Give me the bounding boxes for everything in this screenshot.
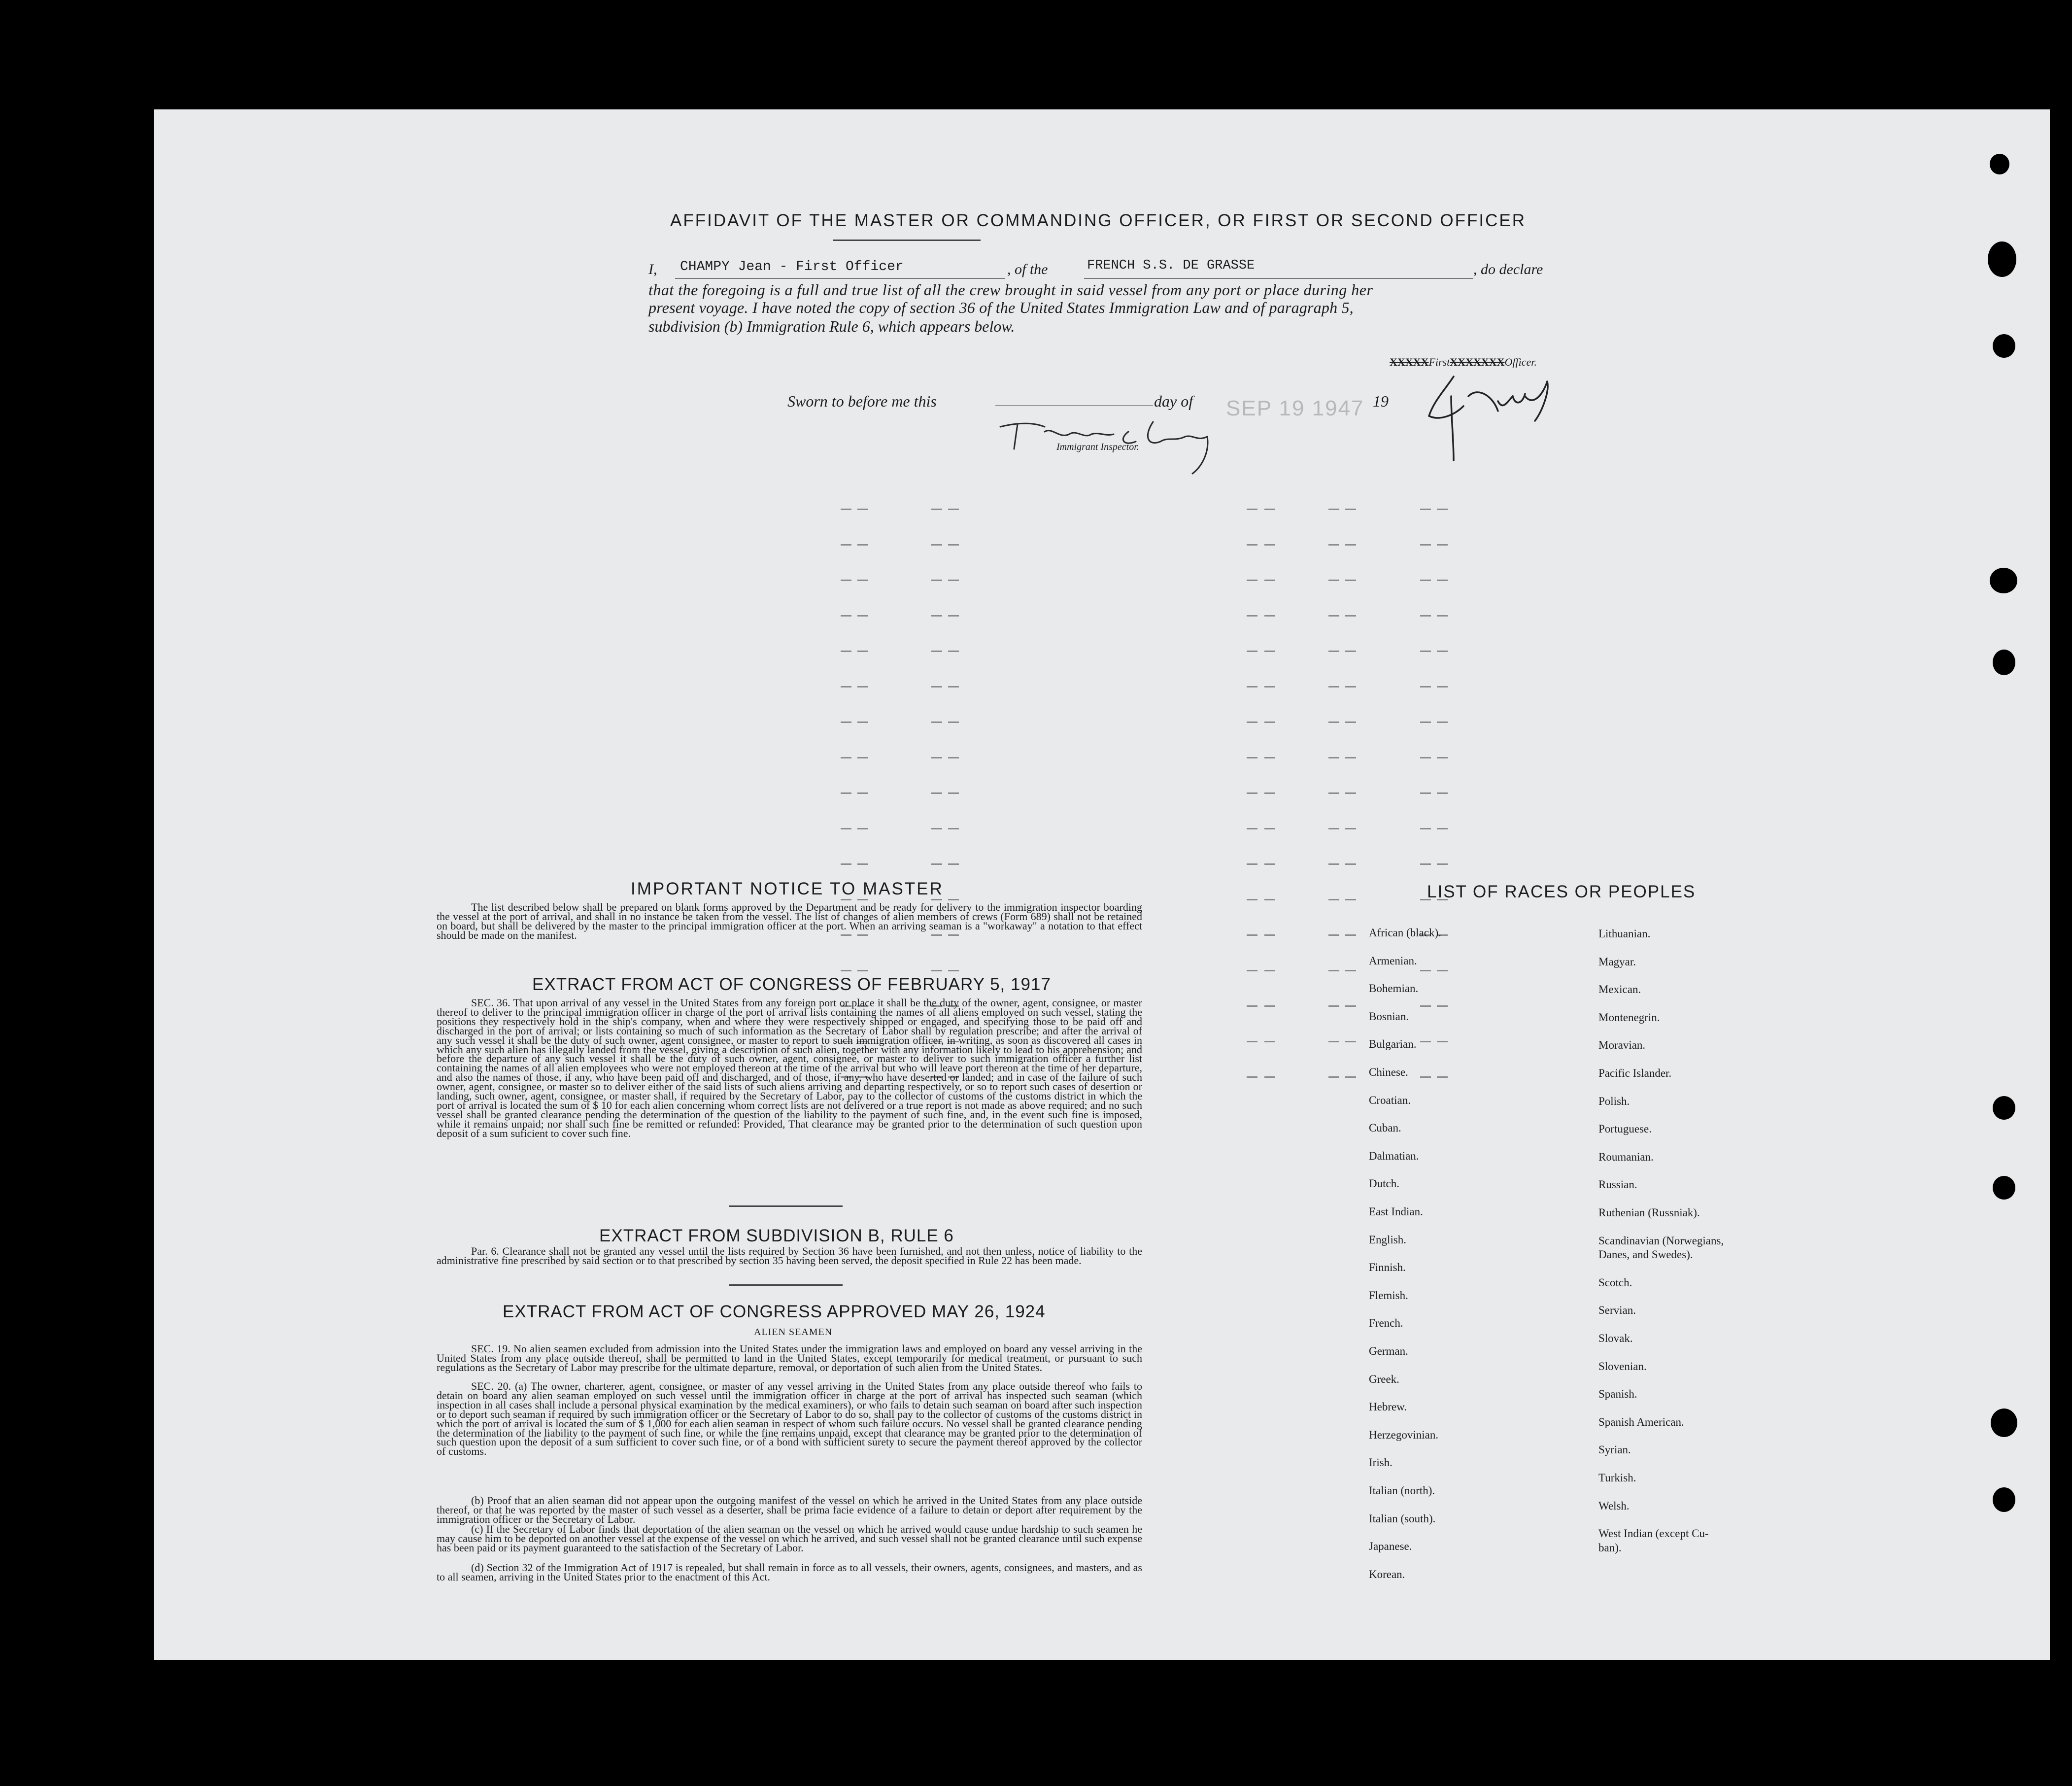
officer-name-field: CHAMPY Jean - First Officer <box>680 259 904 275</box>
race-item: Armenian. <box>1369 954 1417 967</box>
guide-dash <box>1328 792 1339 794</box>
extract-1917-title: EXTRACT FROM ACT OF CONGRESS OF FEBRUARY 5, 1917 <box>532 975 1051 994</box>
race-item: Lithuanian. <box>1598 927 1651 940</box>
guide-dash <box>857 863 868 865</box>
guide-dash <box>1264 792 1275 794</box>
guide-dash <box>1420 792 1431 794</box>
race-item: Slovak. <box>1598 1332 1633 1344</box>
guide-dash <box>1328 970 1339 971</box>
race-item: English. <box>1369 1233 1407 1246</box>
guide-dash <box>931 757 942 758</box>
guide-dash <box>1420 970 1431 971</box>
guide-dash <box>1264 1005 1275 1007</box>
guide-dash <box>1264 651 1275 652</box>
guide-dash <box>931 970 942 971</box>
race-item: Japanese. <box>1369 1540 1412 1553</box>
guide-dash <box>1328 580 1339 581</box>
guide-dash <box>857 757 868 758</box>
guide-dash <box>1345 863 1356 865</box>
alien-seamen-subtitle: ALIEN SEAMEN <box>754 1327 833 1338</box>
races-title: LIST OF RACES OR PEOPLES <box>1427 882 1696 901</box>
race-item: Finnish. <box>1369 1261 1406 1274</box>
race-item: French. <box>1369 1317 1403 1330</box>
guide-dash <box>1264 757 1275 758</box>
guide-dash <box>1328 509 1339 510</box>
guide-dash <box>1247 863 1257 865</box>
guide-dash <box>1437 544 1448 546</box>
guide-dash <box>948 544 959 546</box>
guide-dash <box>1437 757 1448 758</box>
guide-dash <box>1264 863 1275 865</box>
affidavit-line-4: subdivision (b) Immigration Rule 6, which appears below. <box>648 317 1015 335</box>
guide-dash <box>1345 899 1356 900</box>
race-item: Flemish. <box>1369 1289 1408 1302</box>
guide-dash <box>1420 863 1431 865</box>
guide-dash <box>857 580 868 581</box>
race-item: Portuguese. <box>1598 1123 1652 1135</box>
guide-dash <box>1437 1076 1448 1078</box>
guide-dash <box>1345 1041 1356 1042</box>
guide-dash <box>931 721 942 723</box>
race-item: Greek. <box>1369 1373 1399 1385</box>
punch-hole <box>1993 334 2015 358</box>
race-item: Cuban. <box>1369 1122 1401 1134</box>
guide-dash <box>1328 757 1339 758</box>
guide-dash <box>1328 1076 1339 1078</box>
guide-dash <box>1420 615 1431 617</box>
divider <box>729 1205 843 1207</box>
guide-dash <box>1420 1005 1431 1007</box>
race-item: Herzegovinian. <box>1369 1428 1439 1441</box>
guide-dash <box>857 721 868 723</box>
guide-dash <box>1328 934 1339 936</box>
punch-hole <box>1993 650 2015 675</box>
affidavit-lead: I, <box>648 261 657 277</box>
inspector-caption: Immigrant Inspector. <box>1056 442 1139 452</box>
sworn-label: Sworn to before me this <box>787 392 937 410</box>
guide-dash <box>1247 757 1257 758</box>
extract-1917-body: SEC. 36. That upon arrival of any vessel in the United States from any foreign port or place it shall be the duty of the owner, agent, consignee, or master thereof to deliver to the principal immigration officer in charge of the port of arrival lists containing the names of all aliens employed on such vessel, stating the positions they respectively hold in the ship's company, when and where they were respectively shipped or engaged, and specifying those to be paid off and discharged in the port of arrival; or lists containing so much of such information as the Secretary of Labor shall by regulation prescribe; and after the arrival of any such vessel it shall be the duty of such owner, agent consignee, or master to report to such immigration officer, in writing, as soon as discovered all cases in which any such alien has illegally landed from the vessel, giving a description of such alien, together with any information likely to lead to his apprehension; and before the departure of any such vessel it shall be the duty of such owner, agent, consignee, or master to deliver to such immigration officer a further list containing the names of all alien employees who were not employed thereon at the time of the arrival but who will leave port thereon at the time of her departure, and also the names of those, if any, who have been paid off and discharged, and of those, if any, who have deserted or landed; and in case of the failure of such owner, agent, consignee, or master so to deliver either of the said lists of such aliens arriving and departing respectively, or so to report such cases of desertion or landing, such owner, agent, consignee, or master shall, if required by the Secretary of Labor, pay to the collector of customs of the customs district in which the port of arrival is located the sum of $ 10 for each alien concerning whom correct lists are not delivered or a true report is not made as above required; and no such vessel shall be granted clearance pending the determination of the question of the liability to the payment of such fine, and, in the event such fine is imposed, while it remains unpaid; nor shall such fine be remitted or refunded: Provided, That clearance may be granted prior to the determination of such question upon deposit of a sum suficient to cover such fine. <box>437 996 1142 1139</box>
guide-dash <box>1345 1076 1356 1078</box>
guide-dash <box>841 863 851 865</box>
race-item: Montenegrin. <box>1598 1011 1660 1024</box>
guide-dash <box>1247 970 1257 971</box>
guide-dash <box>1328 544 1339 546</box>
guide-dash <box>1264 899 1275 900</box>
guide-dash <box>1437 970 1448 971</box>
officer-word: Officer. <box>1504 356 1537 368</box>
race-item: Pacific Islander. <box>1598 1067 1672 1079</box>
race-item: Welsh. <box>1598 1499 1630 1512</box>
divider <box>729 1284 843 1286</box>
guide-dash <box>1247 792 1257 794</box>
guide-dash <box>1420 686 1431 687</box>
guide-dash <box>1420 509 1431 510</box>
guide-dash <box>841 792 851 794</box>
guide-dash <box>1437 1005 1448 1007</box>
guide-dash <box>1247 686 1257 687</box>
guide-dash <box>1345 1005 1356 1007</box>
extract-1924-sec20c: (c) If the Secretary of Labor finds that deportation of the alien seaman on the vessel on which he arrived would cause undue hardship to such seamen he may cause him to be deported on another vessel at the expense of the vessel on which he arrived, and such vessel shall not be granted clearance until such expense has been paid or its payment guaranteed to the satisfaction of the Secretary of Labor. <box>437 1523 1142 1554</box>
guide-dash <box>1437 651 1448 652</box>
guide-dash <box>1437 1041 1448 1042</box>
guide-dash <box>1264 509 1275 510</box>
guide-dash <box>948 686 959 687</box>
guide-dash <box>1420 757 1431 758</box>
race-item: Croatian. <box>1369 1094 1411 1106</box>
affidavit-line-3: present voyage. I have noted the copy of section 36 of the United States Immigration Law and of paragraph 5, <box>648 299 1354 316</box>
race-item: Mexican. <box>1598 983 1641 996</box>
race-item: Korean. <box>1369 1568 1405 1580</box>
race-item: East Indian. <box>1369 1205 1423 1218</box>
guide-dash <box>1264 934 1275 936</box>
race-item: Bohemian. <box>1369 982 1419 995</box>
guide-dash <box>1420 544 1431 546</box>
guide-dash <box>1420 1041 1431 1042</box>
guide-dash <box>948 721 959 723</box>
guide-dash <box>1247 1041 1257 1042</box>
of-the-label: , of the <box>1007 261 1048 277</box>
notice-title: IMPORTANT NOTICE TO MASTER <box>631 879 944 898</box>
extract-rule6-body: Par. 6. Clearance shall not be granted any vessel until the lists required by Section 36 have been furnished, and not then unless, notice of liability to the administrative fine prescribed by said section or to that prescribed by section 35 having been served, the deposit specified in Rule 22 has been made. <box>437 1245 1142 1267</box>
guide-dash <box>1328 615 1339 617</box>
do-declare-label: , do declare <box>1473 261 1543 277</box>
race-item: African (black). <box>1369 927 1441 939</box>
guide-dash <box>1328 828 1339 829</box>
guide-dash <box>1420 1076 1431 1078</box>
guide-dash <box>1264 580 1275 581</box>
guide-dash <box>931 651 942 652</box>
guide-dash <box>841 721 851 723</box>
guide-dash <box>841 544 851 546</box>
guide-dash <box>948 757 959 758</box>
guide-dash <box>1345 792 1356 794</box>
race-item: Scandinavian (Norwegians, <box>1598 1234 1724 1247</box>
guide-dash <box>1437 580 1448 581</box>
race-item: Dutch. <box>1369 1177 1399 1190</box>
guide-dash <box>1247 934 1257 936</box>
guide-dash <box>841 651 851 652</box>
guide-dash <box>857 828 868 829</box>
guide-dash <box>931 792 942 794</box>
guide-dash <box>1247 1005 1257 1007</box>
race-item: ban). <box>1598 1541 1622 1554</box>
race-item: Dalmatian. <box>1369 1149 1419 1162</box>
guide-dash <box>857 899 868 900</box>
guide-dash <box>1328 1005 1339 1007</box>
guide-dash <box>1437 509 1448 510</box>
guide-dash <box>1420 828 1431 829</box>
guide-dash <box>841 509 851 510</box>
day-of-label: day of <box>1154 392 1193 410</box>
race-item: Slovenian. <box>1598 1360 1647 1373</box>
guide-dash <box>857 615 868 617</box>
guide-dash <box>1420 721 1431 723</box>
race-item: Syrian. <box>1598 1443 1631 1456</box>
guide-dash <box>931 828 942 829</box>
guide-dash <box>931 686 942 687</box>
guide-dash <box>841 580 851 581</box>
guide-dash <box>1437 792 1448 794</box>
guide-dash <box>1345 544 1356 546</box>
race-item: Danes, and Swedes). <box>1598 1248 1693 1261</box>
race-item: Roumanian. <box>1598 1150 1654 1163</box>
officer-signature <box>1424 367 1562 465</box>
guide-dash <box>1264 686 1275 687</box>
guide-dash <box>841 899 851 900</box>
guide-dash <box>1328 686 1339 687</box>
punch-hole <box>1993 1176 2015 1200</box>
divider <box>833 240 981 241</box>
guide-dash <box>1345 686 1356 687</box>
punch-hole <box>1988 241 2016 277</box>
guide-dash <box>948 580 959 581</box>
guide-dash <box>1345 970 1356 971</box>
guide-dash <box>931 544 942 546</box>
race-item: Irish. <box>1369 1456 1393 1469</box>
guide-dash <box>1437 828 1448 829</box>
guide-dash <box>1437 686 1448 687</box>
guide-dash <box>857 686 868 687</box>
guide-dash <box>1328 1041 1339 1042</box>
guide-dash <box>841 615 851 617</box>
guide-dash <box>841 970 851 971</box>
race-item: Turkish. <box>1598 1472 1636 1484</box>
punch-hole <box>1993 1096 2015 1120</box>
race-item: Magyar. <box>1598 955 1636 968</box>
extract-1924-sec20d: (d) Section 32 of the Immigration Act of 1917 is repealed, but shall remain in force as to all vessels, their owners, agents, consignees, and masters, and as to all seamen, arriving in the United States prior to the enactment of this Act. <box>437 1561 1142 1583</box>
guide-dash <box>931 899 942 900</box>
race-item: Hebrew. <box>1369 1401 1407 1413</box>
guide-dash <box>1345 828 1356 829</box>
day-line <box>995 405 1153 406</box>
guide-dash <box>948 615 959 617</box>
guide-dash <box>948 899 959 900</box>
guide-dash <box>1420 580 1431 581</box>
guide-dash <box>1437 615 1448 617</box>
race-item: Italian (south). <box>1369 1512 1436 1525</box>
date-stamp: SEP 19 1947 <box>1226 396 1364 420</box>
race-item: Servian. <box>1598 1304 1636 1317</box>
guide-dash <box>931 615 942 617</box>
guide-dash <box>1247 544 1257 546</box>
extract-1924-title: EXTRACT FROM ACT OF CONGRESS APPROVED MAY 26, 1924 <box>503 1302 1046 1321</box>
punch-hole <box>1991 1408 2017 1437</box>
vessel-name-line <box>1084 278 1473 279</box>
vessel-name-field: FRENCH S.S. DE GRASSE <box>1087 258 1255 273</box>
race-item: Bosnian. <box>1369 1010 1409 1023</box>
guide-dash <box>1264 721 1275 723</box>
guide-dash <box>857 792 868 794</box>
guide-dash <box>1264 615 1275 617</box>
guide-dash <box>948 863 959 865</box>
affidavit-line-2: that the foregoing is a full and true list of all the crew brought in said vessel from any port or place during her <box>648 281 1373 299</box>
guide-dash <box>1247 509 1257 510</box>
extract-1924-sec19: SEC. 19. No alien seamen excluded from admission into the United States under the immigration laws and employed on board any vessel arriving in the United States from any place outside thereof, shall be permitted to land in the United States, except temporarily for medical treatment, or pursuant to such regulations as the Secretary of Labor may prescribe for the ultimate departure, removal, or deportation of such alien from the United States. <box>437 1342 1142 1374</box>
notice-body: The list described below shall be prepared on blank forms approved by the Department and be ready for delivery to the immigration inspector boarding the vessel at the port of arrival, and shall in no instance be taken from the vessel. The list of changes of alien members of crews (Form 689) shall not be retained on board, but shall be delivered by the master to the principal immigration officer at the port. When an arriving seaman is a "workaway" a notation to that effect should be made on the manifest. <box>437 901 1142 941</box>
guide-dash <box>857 509 868 510</box>
guide-dash <box>1264 828 1275 829</box>
guide-dash <box>1247 899 1257 900</box>
guide-dash <box>948 651 959 652</box>
guide-dash <box>1264 1076 1275 1078</box>
race-item: Polish. <box>1598 1095 1630 1107</box>
extract-rule6-title: EXTRACT FROM SUBDIVISION B, RULE 6 <box>599 1226 954 1245</box>
race-item: Ruthenian (Russniak). <box>1598 1206 1700 1219</box>
race-item: Chinese. <box>1369 1066 1408 1078</box>
race-item: German. <box>1369 1345 1408 1357</box>
race-item: Russian. <box>1598 1178 1637 1191</box>
guide-dash <box>1247 615 1257 617</box>
guide-dash <box>841 686 851 687</box>
guide-dash <box>948 509 959 510</box>
guide-dash <box>931 580 942 581</box>
guide-dash <box>841 757 851 758</box>
affidavit-title: AFFIDAVIT OF THE MASTER OR COMMANDING OFFICER, OR FIRST OR SECOND OFFICER <box>670 211 1527 230</box>
guide-dash <box>931 863 942 865</box>
guide-dash <box>1247 580 1257 581</box>
guide-dash <box>1345 757 1356 758</box>
guide-dash <box>1437 863 1448 865</box>
guide-dash <box>1345 651 1356 652</box>
race-item: Scotch. <box>1598 1276 1632 1289</box>
guide-dash <box>1328 899 1339 900</box>
guide-dash <box>1328 721 1339 723</box>
extract-1924-sec20b: (b) Proof that an alien seaman did not appear upon the outgoing manifest of the vessel on which he arrived in the United States from any place outside thereof, or that he was reported by the master of such vessel as a deserter, shall be prima facie evidence of a failure to detain or deport after requirement by the immigration officer or the Secretary of Labor. <box>437 1494 1142 1525</box>
guide-dash <box>1247 828 1257 829</box>
guide-dash <box>948 792 959 794</box>
race-item: Italian (north). <box>1369 1484 1435 1497</box>
guide-dash <box>1264 544 1275 546</box>
guide-dash <box>857 544 868 546</box>
guide-dash <box>1345 615 1356 617</box>
guide-dash <box>857 970 868 971</box>
officer-rank: First <box>1428 356 1450 368</box>
guide-dash <box>1247 1076 1257 1078</box>
guide-dash <box>1264 970 1275 971</box>
struck-text: XXXXX <box>1390 356 1429 368</box>
guide-dash <box>948 970 959 971</box>
punch-hole <box>1990 568 2017 593</box>
guide-dash <box>931 509 942 510</box>
guide-dash <box>1345 721 1356 723</box>
guide-dash <box>1345 509 1356 510</box>
punch-hole <box>1990 154 2009 174</box>
guide-dash <box>1328 651 1339 652</box>
guide-dash <box>1420 651 1431 652</box>
race-item: Moravian. <box>1598 1039 1646 1052</box>
guide-dash <box>1437 721 1448 723</box>
race-item: West Indian (except Cu- <box>1598 1527 1709 1540</box>
race-item: Bulgarian. <box>1369 1038 1417 1051</box>
guide-dash <box>841 828 851 829</box>
officer-name-line <box>675 278 1005 279</box>
struck-text: XXXXXXX <box>1450 356 1505 368</box>
guide-dash <box>1247 651 1257 652</box>
guide-dash <box>1264 1041 1275 1042</box>
race-item: Spanish. <box>1598 1388 1637 1401</box>
guide-dash <box>857 651 868 652</box>
guide-dash <box>948 828 959 829</box>
year-prefix: 19 <box>1373 392 1389 410</box>
guide-dash <box>1247 721 1257 723</box>
race-item: Spanish American. <box>1598 1415 1684 1428</box>
guide-dash <box>1345 934 1356 936</box>
guide-dash <box>1345 580 1356 581</box>
punch-hole <box>1993 1487 2015 1512</box>
extract-1924-sec20a: SEC. 20. (a) The owner, charterer, agent, consignee, or master of any vessel arriving in the United States from any place outside thereof who fails to detain on board any alien seaman employed on such vessel until the immigration officer in charge at the port of arrival has inspected such seaman (which inspection in all cases shall include a personal physical examination by the medical examiners), or who fails to detain such seaman on board after such inspection or to deport such seaman if required by such immigration officer or the Secretary of Labor to do so, shall pay to the collector of customs of the customs district in which the port of arrival is located the sum of $ 1,000 for each alien seaman in respect of whom such failure occurs. No vessel shall be granted clearance pending the determination of the liability to the payment of such fine, or while the fine remains unpaid, except that clearance may be granted prior to the determination of such question upon the deposit of a sum sufficient to cover such fine, or of a bond with sufficient surety to secure the payment thereof approved by the collector of customs. <box>437 1380 1142 1458</box>
guide-dash <box>1328 863 1339 865</box>
